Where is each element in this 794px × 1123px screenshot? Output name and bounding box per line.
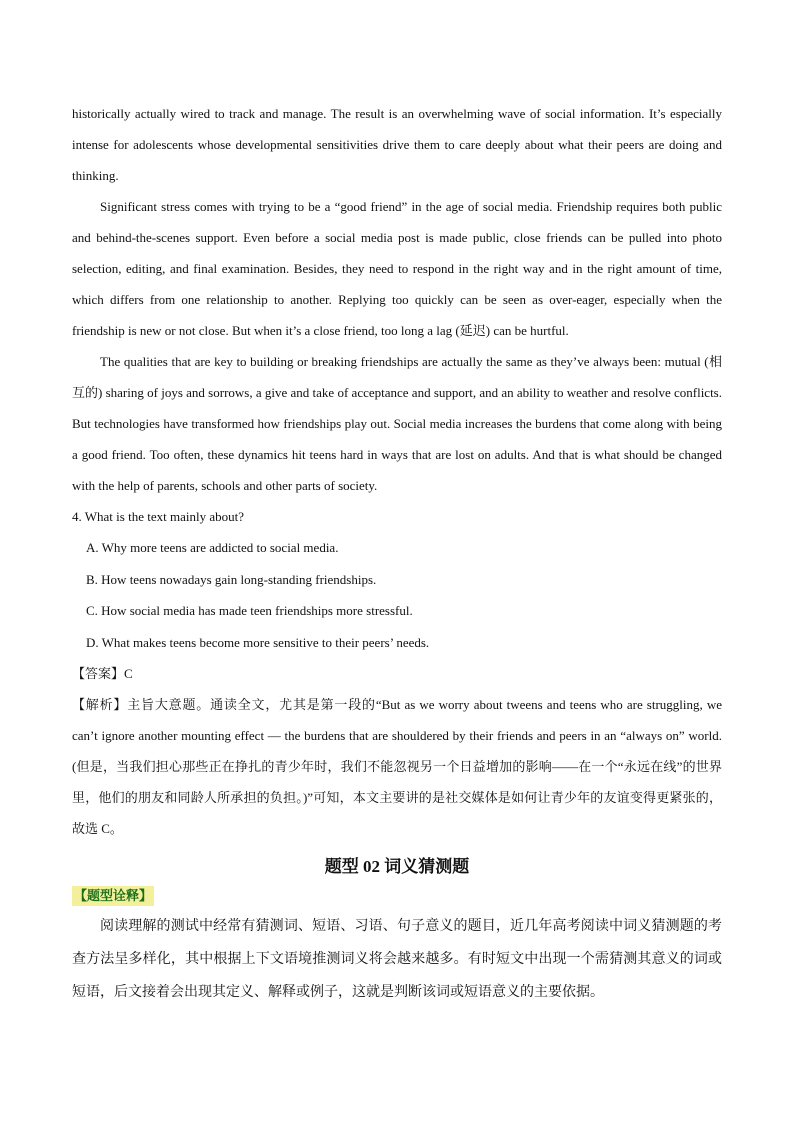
option-c: C. How social media has made teen friendships more stressful.: [86, 603, 413, 618]
passage-paragraph-1: historically actually wired to track and manage. The result is an overwhelming wave of social information. It’s especially intense for adolescents whose developmental sensitivities drive them to care deeply about what their peers are doing and thinking.: [72, 106, 722, 183]
passage-paragraph-2: Significant stress comes with trying to be a “good friend” in the age of social media. Friendship requires both public and behind-the-scenes support. Even before a social media post is made public, close friends can be pulled into photo selection, editing, and final examination. Besides, they need to respond in the right way and in the right amount of time, which differs from one relationship to another. Replying too quickly can be seen as over-eager, especially when the friendship is new or not close. But when it’s a close friend, too long a lag (延迟) can be hurtful.: [72, 199, 722, 338]
option-b: B. How teens nowadays gain long-standing friendships.: [86, 571, 377, 587]
document-page: [72, 98, 722, 1009]
section-intro: 阅读理解的测试中经常有猜测词、短语、习语、句子意义的题目，近几年高考阅读中词义猜测题的考查方法呈多样化，其中根据上下文语境推测词义将会越来越多。有时短文中出现一个需猜测其意义的词或短语，后文接着会出现其定义、解释或例子，这就是判断该词或短语意义的主要依据。: [72, 919, 722, 1000]
answer-line: 【答案】C: [72, 666, 133, 681]
section-tag: 【题型诠释】: [72, 886, 154, 906]
option-d: D. What makes teens become more sensitive to their peers’ needs.: [86, 634, 430, 650]
analysis-text: 【解析】主旨大意题。通读全文，尤其是第一段的“But as we worry about tweens and teens who are struggling, we can’t ignore another mounting effect — the burdens that are shouldered by their friends and peers in an “always on” world.(但是，当我们担心那些正在挣扎的青少年时，我们不能忽视另一个日益增加的影响——在一个“永远在线”的世界里，他们的朋友和同龄人所承担的负担。)”可知，本文主要讲的是社交媒体是如何让青少年的友谊变得更紧张的，故选 C。: [72, 697, 722, 836]
passage-paragraph-3: The qualities that are key to building or breaking friendships are actually the same as they’ve always been: mutual (相互的) sharing of joys and sorrows, a give and take of acceptance and support, and an ability to weather and resolve conflicts. But technologies have transformed how friendships play out. Social media increases the burdens that come along with being a good friend. Too often, these dynamics hit teens hard in ways that are lost on adults. And that is what should be changed with the help of parents, schools and other parts of society.: [72, 354, 722, 493]
option-a: A. Why more teens are addicted to social media.: [86, 540, 339, 555]
question-stem: 4. What is the text mainly about?: [72, 509, 244, 524]
section-tag-row: [72, 884, 722, 906]
section-title: 题型 02 词义猜测题: [324, 857, 470, 876]
